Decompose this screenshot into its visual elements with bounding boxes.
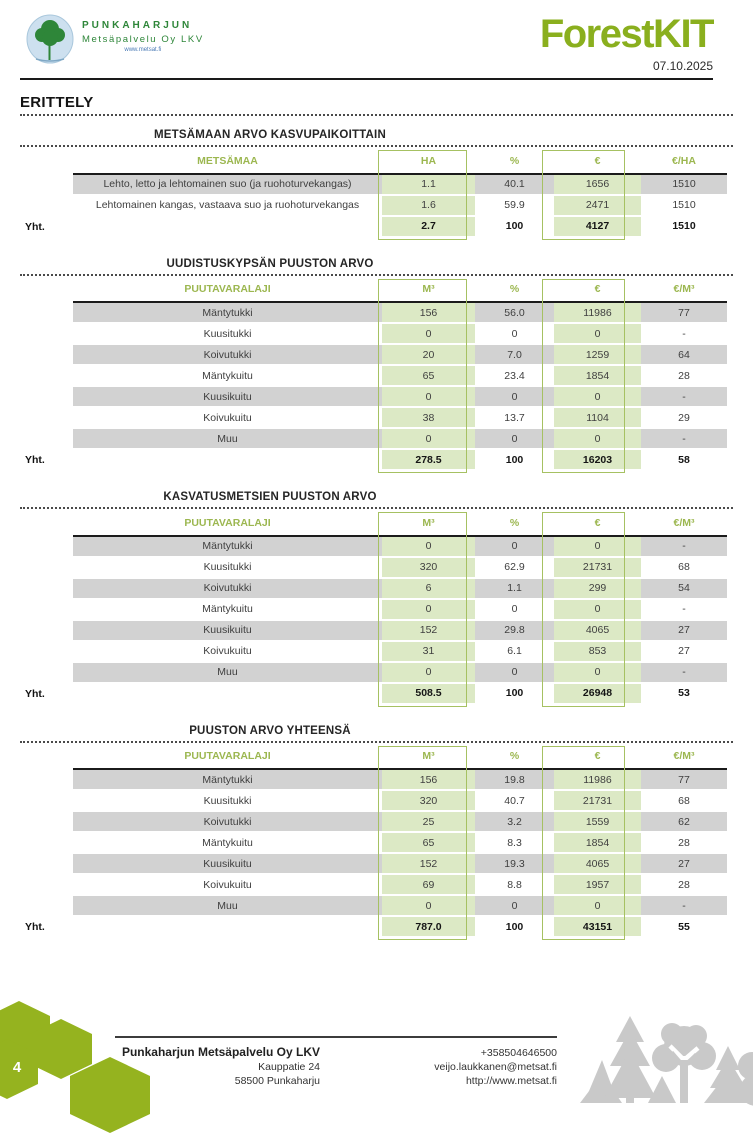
total-cell: 100 (505, 920, 524, 933)
value-cell: 0 (475, 599, 554, 620)
value-cell: 11986 (554, 769, 641, 790)
value-cell: 0 (382, 428, 475, 449)
value-cell: 1559 (554, 811, 641, 832)
row-label: Mäntytukki (73, 302, 382, 323)
column-header: % (509, 154, 520, 167)
value-cell: 1510 (641, 195, 727, 216)
value-cell: 77 (641, 769, 727, 790)
value-cell: 1.6 (382, 195, 475, 216)
value-cell: 28 (641, 874, 727, 895)
value-cell: 68 (641, 557, 727, 578)
company-logo-tree-icon (26, 14, 74, 66)
total-row (73, 683, 727, 703)
column-header: % (509, 283, 520, 295)
column-header: € (594, 750, 601, 762)
company-logo (26, 14, 204, 66)
column-header: M³ (422, 283, 435, 295)
value-cell: 320 (382, 790, 475, 811)
logo-company-subtitle: Metsäpalvelu Oy LKV (82, 34, 204, 45)
value-cell: 152 (382, 853, 475, 874)
total-cell: 508.5 (382, 683, 475, 703)
column-header: € (594, 154, 601, 167)
value-cell: - (641, 386, 727, 407)
value-cell: 62.9 (475, 557, 554, 578)
value-cell: 59.9 (475, 195, 554, 216)
total-label-cell (25, 916, 382, 936)
value-cell: 64 (641, 344, 727, 365)
total-cell: 4127 (554, 216, 641, 236)
table-row (73, 407, 727, 428)
value-cell: 77 (641, 302, 727, 323)
dotted-divider (20, 145, 733, 147)
value-cell: 0 (475, 323, 554, 344)
column-header: % (509, 750, 520, 762)
table-title: UUDISTUSKYPSÄN PUUSTON ARVO (166, 257, 374, 270)
column-header: METSÄMAA (197, 154, 258, 167)
value-cell: 1957 (554, 874, 641, 895)
column-header: € (594, 283, 601, 295)
page-title: ERITTELY (20, 94, 94, 111)
value-cell: 299 (554, 578, 641, 599)
value-cell: 6.1 (475, 641, 554, 662)
total-cell: 53 (678, 687, 690, 699)
value-cell: 0 (554, 599, 641, 620)
table-row (73, 302, 727, 323)
value-cell: 1854 (554, 832, 641, 853)
row-label: Mäntykuitu (73, 365, 382, 386)
value-cell: 4065 (554, 620, 641, 641)
value-cell: 56.0 (475, 302, 554, 323)
total-cell: 43151 (554, 916, 641, 936)
dotted-divider (20, 274, 733, 276)
table-row (73, 641, 727, 662)
footer-address-street: Kauppatie 24 (258, 1061, 320, 1073)
value-cell: 0 (382, 662, 475, 683)
value-cell: 19.8 (475, 769, 554, 790)
value-cell: 1104 (554, 407, 641, 428)
value-cell: 0 (382, 895, 475, 916)
table-title: PUUSTON ARVO YHTEENSÄ (189, 724, 351, 737)
value-cell: 3.2 (475, 811, 554, 832)
dotted-divider (20, 114, 733, 116)
column-header: M³ (422, 750, 435, 762)
total-cell: 278.5 (382, 449, 475, 469)
table-row (73, 599, 727, 620)
row-label: Kuusitukki (73, 790, 382, 811)
value-cell: 0 (554, 323, 641, 344)
table-row (73, 428, 727, 449)
dotted-divider (20, 741, 733, 743)
report-content (20, 90, 733, 958)
value-cell: - (641, 323, 727, 344)
table-row (73, 832, 727, 853)
value-cell: 0 (475, 536, 554, 557)
total-label: Yht. (25, 687, 45, 700)
table-row (73, 853, 727, 874)
report-footer (115, 1036, 557, 1087)
row-label: Kuusikuitu (73, 386, 382, 407)
value-cell: 2471 (554, 195, 641, 216)
total-cell: 100 (505, 453, 524, 466)
table-row (73, 811, 727, 832)
value-cell: 1.1 (475, 578, 554, 599)
value-cell: 25 (382, 811, 475, 832)
value-cell: 27 (641, 641, 727, 662)
value-cell: 29 (641, 407, 727, 428)
forest-silhouette-decoration (600, 1010, 753, 1103)
value-cell: 1656 (554, 174, 641, 195)
value-cell: 40.1 (475, 174, 554, 195)
value-cell: 320 (382, 557, 475, 578)
value-cell: - (641, 599, 727, 620)
column-header: €/HA (672, 154, 696, 167)
total-cell: 58 (678, 453, 690, 466)
row-label: Muu (73, 895, 382, 916)
table-row (73, 769, 727, 790)
table-row (73, 386, 727, 407)
column-header: PUUTAVARALAJI (184, 750, 271, 762)
row-label: Lehtomainen kangas, vastaava suo ja ruohoturvekangas (73, 195, 382, 216)
value-cell: 156 (382, 769, 475, 790)
total-label-cell (25, 683, 382, 703)
value-cell: 7.0 (475, 344, 554, 365)
column-header: PUUTAVARALAJI (184, 516, 271, 529)
value-cell: 11986 (554, 302, 641, 323)
column-header: HA (420, 154, 437, 167)
total-row (73, 449, 727, 469)
value-cell: - (641, 662, 727, 683)
value-cell: 65 (382, 832, 475, 853)
value-cell: 0 (554, 386, 641, 407)
footer-company-name: Punkaharjun Metsäpalvelu Oy LKV (121, 1045, 320, 1059)
value-cell: 152 (382, 620, 475, 641)
value-cell: 69 (382, 874, 475, 895)
column-header: €/M³ (673, 516, 695, 529)
row-label: Koivutukki (73, 811, 382, 832)
value-cell: 4065 (554, 853, 641, 874)
value-cell: 29.8 (475, 620, 554, 641)
dotted-divider (20, 507, 733, 509)
table-row (73, 536, 727, 557)
value-cell: 62 (641, 811, 727, 832)
row-label: Muu (73, 662, 382, 683)
value-cell: 0 (382, 536, 475, 557)
footer-divider (115, 1036, 557, 1038)
row-label: Kuusikuitu (73, 853, 382, 874)
row-label: Mäntytukki (73, 536, 382, 557)
total-label: Yht. (25, 454, 45, 466)
column-header: €/M³ (673, 750, 695, 762)
column-header: M³ (422, 516, 435, 529)
value-cell: 853 (554, 641, 641, 662)
tables-container (20, 129, 733, 936)
value-cell: 54 (641, 578, 727, 599)
value-cell: 0 (554, 895, 641, 916)
total-cell: 100 (505, 687, 524, 699)
value-cell: 13.7 (475, 407, 554, 428)
footer-address-city: 58500 Punkaharju (234, 1075, 320, 1087)
row-label: Koivukuitu (73, 407, 382, 428)
total-cell: 100 (505, 220, 524, 232)
row-label: Koivukuitu (73, 641, 382, 662)
row-label: Koivutukki (73, 578, 382, 599)
value-cell: 0 (475, 895, 554, 916)
value-cell: 27 (641, 853, 727, 874)
total-label-cell (25, 216, 382, 236)
value-cell: 8.8 (475, 874, 554, 895)
total-label-cell (25, 449, 382, 469)
row-label: Muu (73, 428, 382, 449)
value-cell: 8.3 (475, 832, 554, 853)
table-row (73, 174, 727, 195)
value-cell: 0 (475, 662, 554, 683)
table-row (73, 578, 727, 599)
value-table (25, 513, 727, 703)
value-table-section (20, 129, 733, 236)
table-row (73, 344, 727, 365)
value-table (25, 747, 727, 937)
value-cell: 1259 (554, 344, 641, 365)
total-cell: 26948 (554, 683, 641, 703)
header-row (73, 747, 727, 770)
total-label: Yht. (25, 921, 45, 933)
table-title: KASVATUSMETSIEN PUUSTON ARVO (163, 491, 377, 503)
logo-company-url: www.metsat.fi (124, 47, 162, 53)
value-cell: 0 (554, 428, 641, 449)
table-row (73, 620, 727, 641)
value-cell: 40.7 (475, 790, 554, 811)
value-cell: 0 (554, 662, 641, 683)
page-number: 4 (12, 1059, 22, 1076)
column-header: % (509, 516, 520, 529)
forestkit-wordmark: ForestKIT (539, 12, 713, 56)
value-cell: 38 (382, 407, 475, 428)
header-divider (20, 78, 713, 80)
table-row (73, 874, 727, 895)
value-cell: 156 (382, 302, 475, 323)
value-cell: - (641, 536, 727, 557)
row-label: Mäntykuitu (73, 832, 382, 853)
row-label: Kuusitukki (73, 557, 382, 578)
column-header: €/M³ (673, 283, 695, 295)
value-cell: 68 (641, 790, 727, 811)
value-table-section (20, 258, 733, 470)
value-cell: 0 (475, 386, 554, 407)
value-cell: 31 (382, 641, 475, 662)
value-cell: 23.4 (475, 365, 554, 386)
table-title: METSÄMAAN ARVO KASVUPAIKOITTAIN (154, 129, 386, 141)
total-row (73, 216, 727, 236)
value-cell: 1.1 (382, 174, 475, 195)
value-cell: 0 (382, 599, 475, 620)
report-date: 07.10.2025 (652, 59, 713, 73)
row-label: Mäntykuitu (73, 599, 382, 620)
value-cell: 0 (382, 386, 475, 407)
total-cell: 787.0 (382, 916, 475, 936)
value-cell: 1854 (554, 365, 641, 386)
row-label: Lehto, letto ja lehtomainen suo (ja ruohoturvekangas) (73, 174, 382, 195)
header-row (73, 151, 727, 174)
total-cell: 16203 (554, 449, 641, 469)
table-row (73, 365, 727, 386)
value-cell: 0 (554, 536, 641, 557)
value-cell: 19.3 (475, 853, 554, 874)
value-cell: 27 (641, 620, 727, 641)
value-cell: 20 (382, 344, 475, 365)
column-header: € (594, 516, 601, 529)
value-cell: 0 (475, 428, 554, 449)
value-table (25, 280, 727, 470)
table-row (73, 895, 727, 916)
total-label: Yht. (25, 220, 45, 233)
table-row (73, 662, 727, 683)
header-row (73, 280, 727, 303)
total-cell: 55 (678, 920, 690, 933)
value-table (25, 151, 727, 236)
row-label: Kuusitukki (73, 323, 382, 344)
footer-phone: +358504646500 (480, 1047, 557, 1059)
header-row (73, 513, 727, 536)
value-cell: 28 (641, 365, 727, 386)
value-cell: - (641, 428, 727, 449)
row-label: Kuusikuitu (73, 620, 382, 641)
total-cell: 2.7 (382, 216, 475, 236)
logo-company-name: PUNKAHARJUN (82, 20, 193, 31)
value-cell: 28 (641, 832, 727, 853)
value-table-section (20, 725, 733, 937)
table-row (73, 790, 727, 811)
value-cell: 21731 (554, 557, 641, 578)
row-label: Koivukuitu (73, 874, 382, 895)
table-row (73, 195, 727, 216)
footer-email: veijo.laukkanen@metsat.fi (434, 1061, 557, 1073)
value-cell: - (641, 895, 727, 916)
table-row (73, 323, 727, 344)
value-cell: 65 (382, 365, 475, 386)
total-row (73, 916, 727, 936)
total-cell: 1510 (672, 220, 696, 232)
value-cell: 6 (382, 578, 475, 599)
table-row (73, 557, 727, 578)
value-table-section (20, 491, 733, 703)
value-cell: 21731 (554, 790, 641, 811)
value-cell: 1510 (641, 174, 727, 195)
column-header: PUUTAVARALAJI (184, 283, 271, 295)
value-cell: 0 (382, 323, 475, 344)
row-label: Koivutukki (73, 344, 382, 365)
footer-website: http://www.metsat.fi (465, 1075, 557, 1087)
row-label: Mäntytukki (73, 769, 382, 790)
